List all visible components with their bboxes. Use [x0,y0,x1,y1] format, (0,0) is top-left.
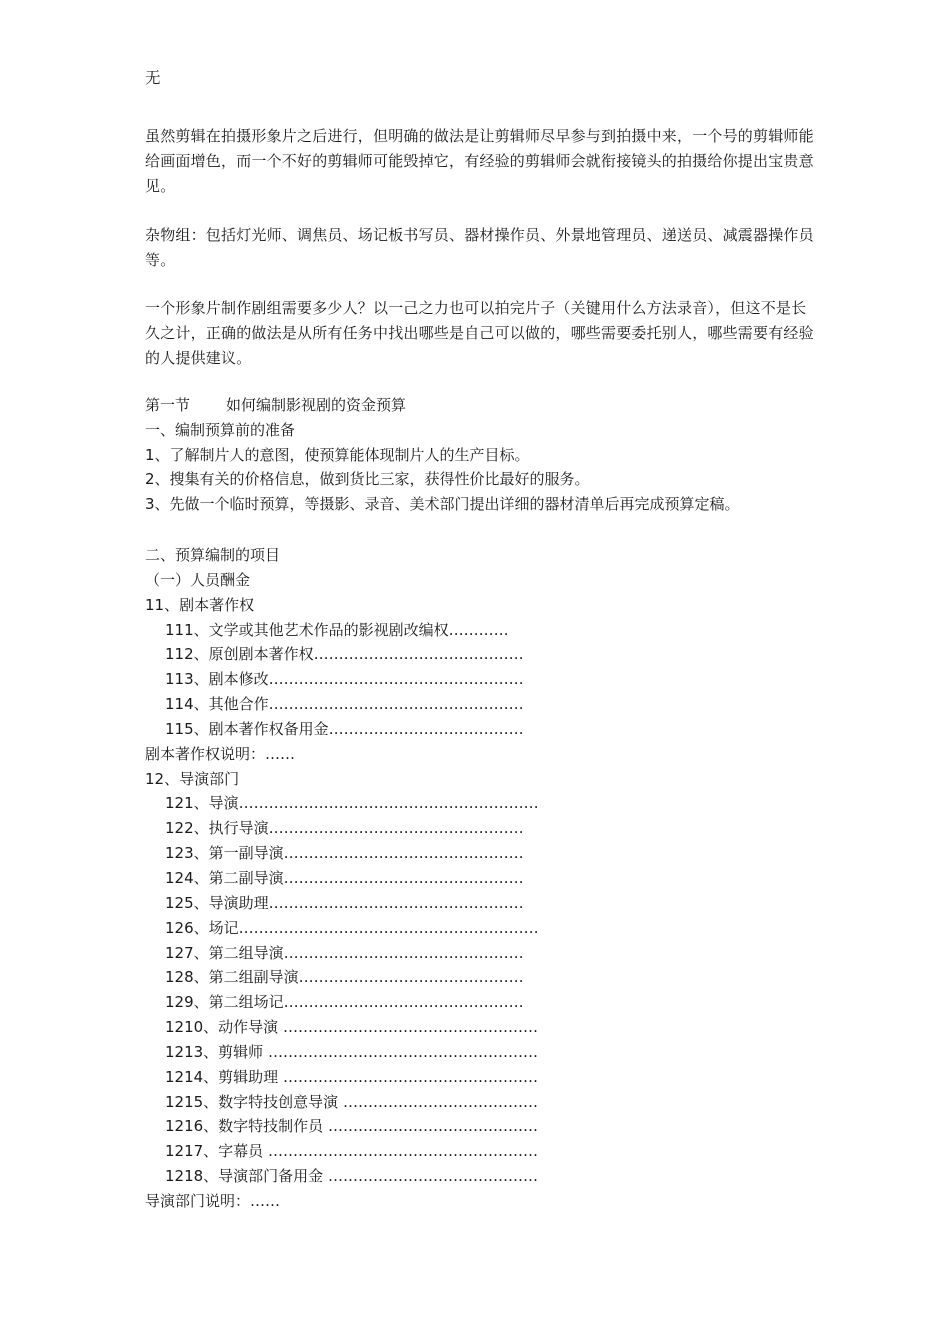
group-title-directing: 12、导演部门 [145,769,240,788]
prep-item: 2、搜集有关的价格信息，做到货比三家，获得性价比最好的服务。 [145,470,590,489]
list-item: 1210、动作导演 …………………………………………… [165,1018,538,1037]
list-item: 128、第二组副导演……………………………………… [165,968,524,987]
group-note-directing: 导演部门说明：…… [145,1191,281,1210]
list-item: 1216、数字特技制作员 …………………………………… [165,1117,538,1136]
list-item: 1217、字幕员 ……………………………………………… [165,1142,538,1161]
list-item: 1218、导演部门备用金 …………………………………… [165,1167,538,1186]
group-note-script-rights: 剧本著作权说明：…… [145,744,296,763]
section-title: 如何编制影视剧的资金预算 [226,396,407,414]
list-item: 125、导演助理…………………………………………… [165,893,524,912]
list-item: 112、原创剧本著作权…………………………………… [165,645,524,664]
list-item: 127、第二组导演………………………………………… [165,943,524,962]
list-item: 121、导演…………………………………………………… [165,794,539,813]
list-item: 126、场记…………………………………………………… [165,918,539,937]
list-item: 1213、剪辑师 ……………………………………………… [165,1042,538,1061]
section-budget-prep [145,393,815,517]
top-word: 无 [145,69,161,87]
budget-subheading: （一）人员酬金 [145,570,251,589]
list-item: 115、剧本著作权备用金………………………………… [165,719,524,738]
list-item: 114、其他合作…………………………………………… [165,695,524,714]
paragraph-crew: 杂物组：包括灯光师、调焦员、场记板书写员、器材操作员、外景地管理员、递送员、减震器操作员等。 [145,226,814,269]
list-item: 1214、剪辑助理 …………………………………………… [165,1067,538,1086]
section-heading [145,393,815,418]
list-item: 129、第二组场记………………………………………… [165,993,524,1012]
budget-items-list [145,543,815,1214]
group-title-script-rights: 11、剧本著作权 [145,595,255,614]
prep-item: 3、先做一个临时预算，等摄影、录音、美术部门提出详细的器材清单后再完成预算定稿。 [145,495,740,514]
list-item: 123、第一副导演………………………………………… [165,844,524,863]
list-item: 124、第二副导演………………………………………… [165,868,524,887]
section-number: 第一节 [145,396,191,414]
prep-item: 1、了解制片人的意图，使预算能体现制片人的生产目标。 [145,445,530,464]
paragraph-crew-size: 一个形象片制作剧组需要多少人？以一己之力也可以拍完片子（关键用什么方法录音），但这不是长久之计，正确的做法是从所有任务中找出哪些是自己可以做的，哪些需要委托别人，哪些需要有经验的人提供建议。 [145,299,814,367]
section-subheading: 一、编制预算前的准备 [145,420,296,439]
list-item: 1215、数字特技创意导演 ………………………………… [165,1092,538,1111]
paragraph-editor: 虽然剪辑在拍摄形象片之后进行，但明确的做法是让剪辑师尽早参与到拍摄中来，一个号的剪辑师能给画面增色，而一个不好的剪辑师可能毁掉它，有经验的剪辑师会就衔接镜头的拍摄给你提出宝贵意见。 [145,127,814,195]
list-item: 111、文学或其他艺术作品的影视剧改编权………… [165,620,509,639]
list-item: 113、剧本修改…………………………………………… [165,670,524,689]
list-item: 122、执行导演…………………………………………… [165,819,524,838]
budget-heading: 二、预算编制的项目 [145,546,281,564]
